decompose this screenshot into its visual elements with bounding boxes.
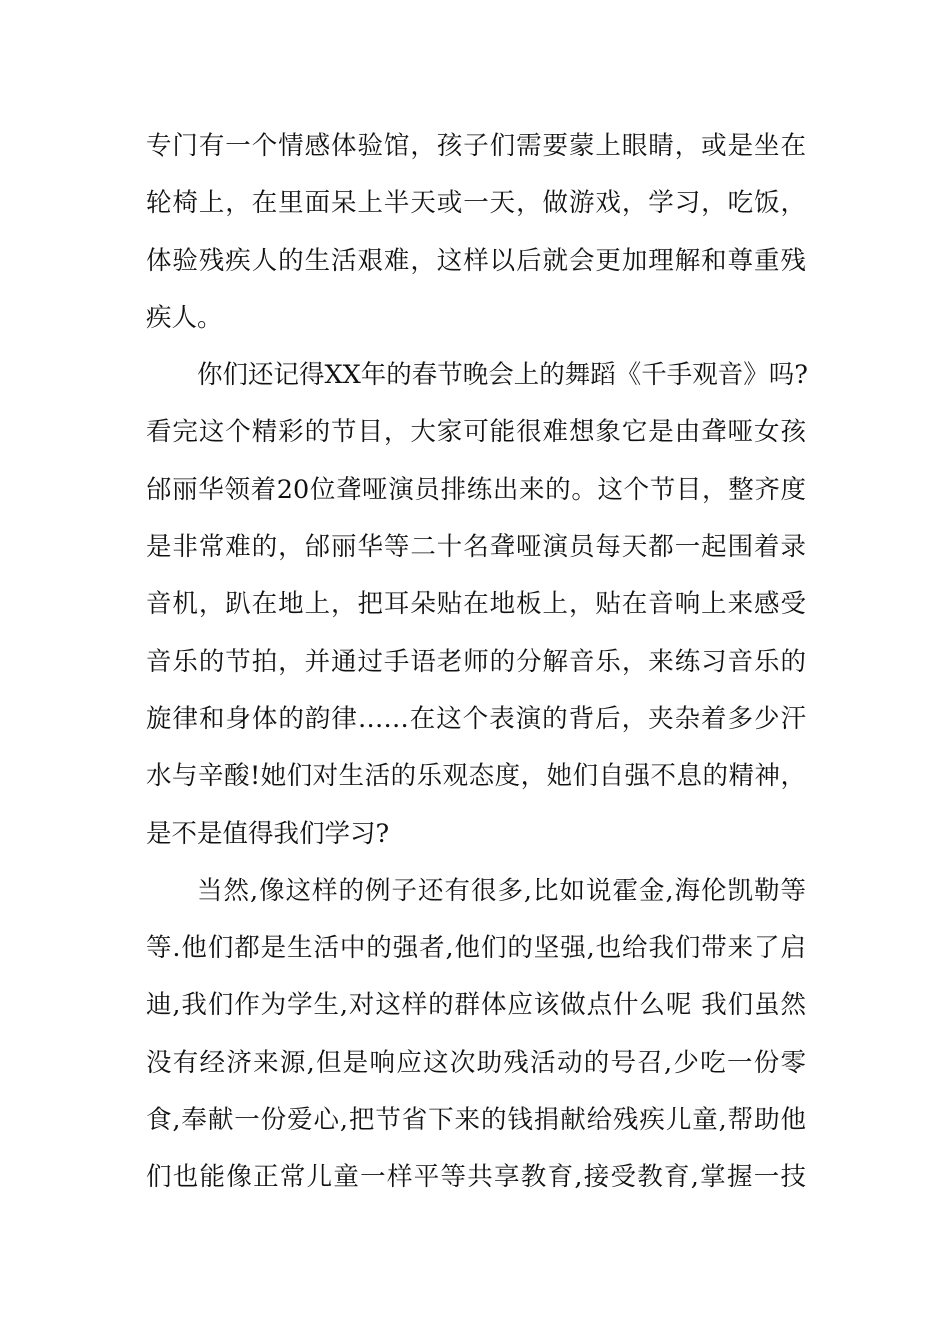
text-line: 体验残疾人的生活艰难，这样以后就会更加理解和尊重残 <box>146 245 806 276</box>
body-text <box>146 118 806 1207</box>
text-line: 们也能像正常儿童一样平等共享教育,接受教育,掌握一技 <box>146 1162 806 1193</box>
text-line: 迪,我们作为学生,对这样的群体应该做点什么呢 我们虽然 <box>146 990 806 1021</box>
text-line: 没有经济来源,但是响应这次助残活动的号召,少吃一份零 <box>146 1047 806 1078</box>
text-line: 音机，趴在地上，把耳朵贴在地板上，贴在音响上来感受 <box>146 589 806 620</box>
text-line: 专门有一个情感体验馆，孩子们需要蒙上眼睛，或是坐在 <box>146 131 806 161</box>
text-line: 水与辛酸!她们对生活的乐观态度，她们自强不息的精神， <box>146 761 806 792</box>
text-line: 音乐的节拍，并通过手语老师的分解音乐，来练习音乐的 <box>146 646 806 677</box>
text-line: 邰丽华领着20位聋哑演员排练出来的。这个节目，整齐度 <box>146 474 806 505</box>
text-line: 疾人。 <box>146 302 223 333</box>
text-line: 看完这个精彩的节目，大家可能很难想象它是由聋哑女孩 <box>146 417 806 448</box>
text-line: 你们还记得XX年的春节晚会上的舞蹈《千手观音》吗? <box>197 360 808 391</box>
text-line: 当然,像这样的例子还有很多,比如说霍金,海伦凯勒等 <box>197 875 806 906</box>
text-line: 旋律和身体的韵律……在这个表演的背后，夹杂着多少汗 <box>146 703 806 734</box>
text-line: 食,奉献一份爱心,把节省下来的钱捐献给残疾儿童,帮助他 <box>146 1105 806 1136</box>
text-line: 等.他们都是生活中的强者,他们的坚强,也给我们带来了启 <box>146 933 806 964</box>
text-line: 是非常难的，邰丽华等二十名聋哑演员每天都一起围着录 <box>146 532 806 563</box>
text-line: 是不是值得我们学习? <box>146 818 390 849</box>
text-line: 轮椅上，在里面呆上半天或一天，做游戏，学习，吃饭， <box>146 188 806 219</box>
